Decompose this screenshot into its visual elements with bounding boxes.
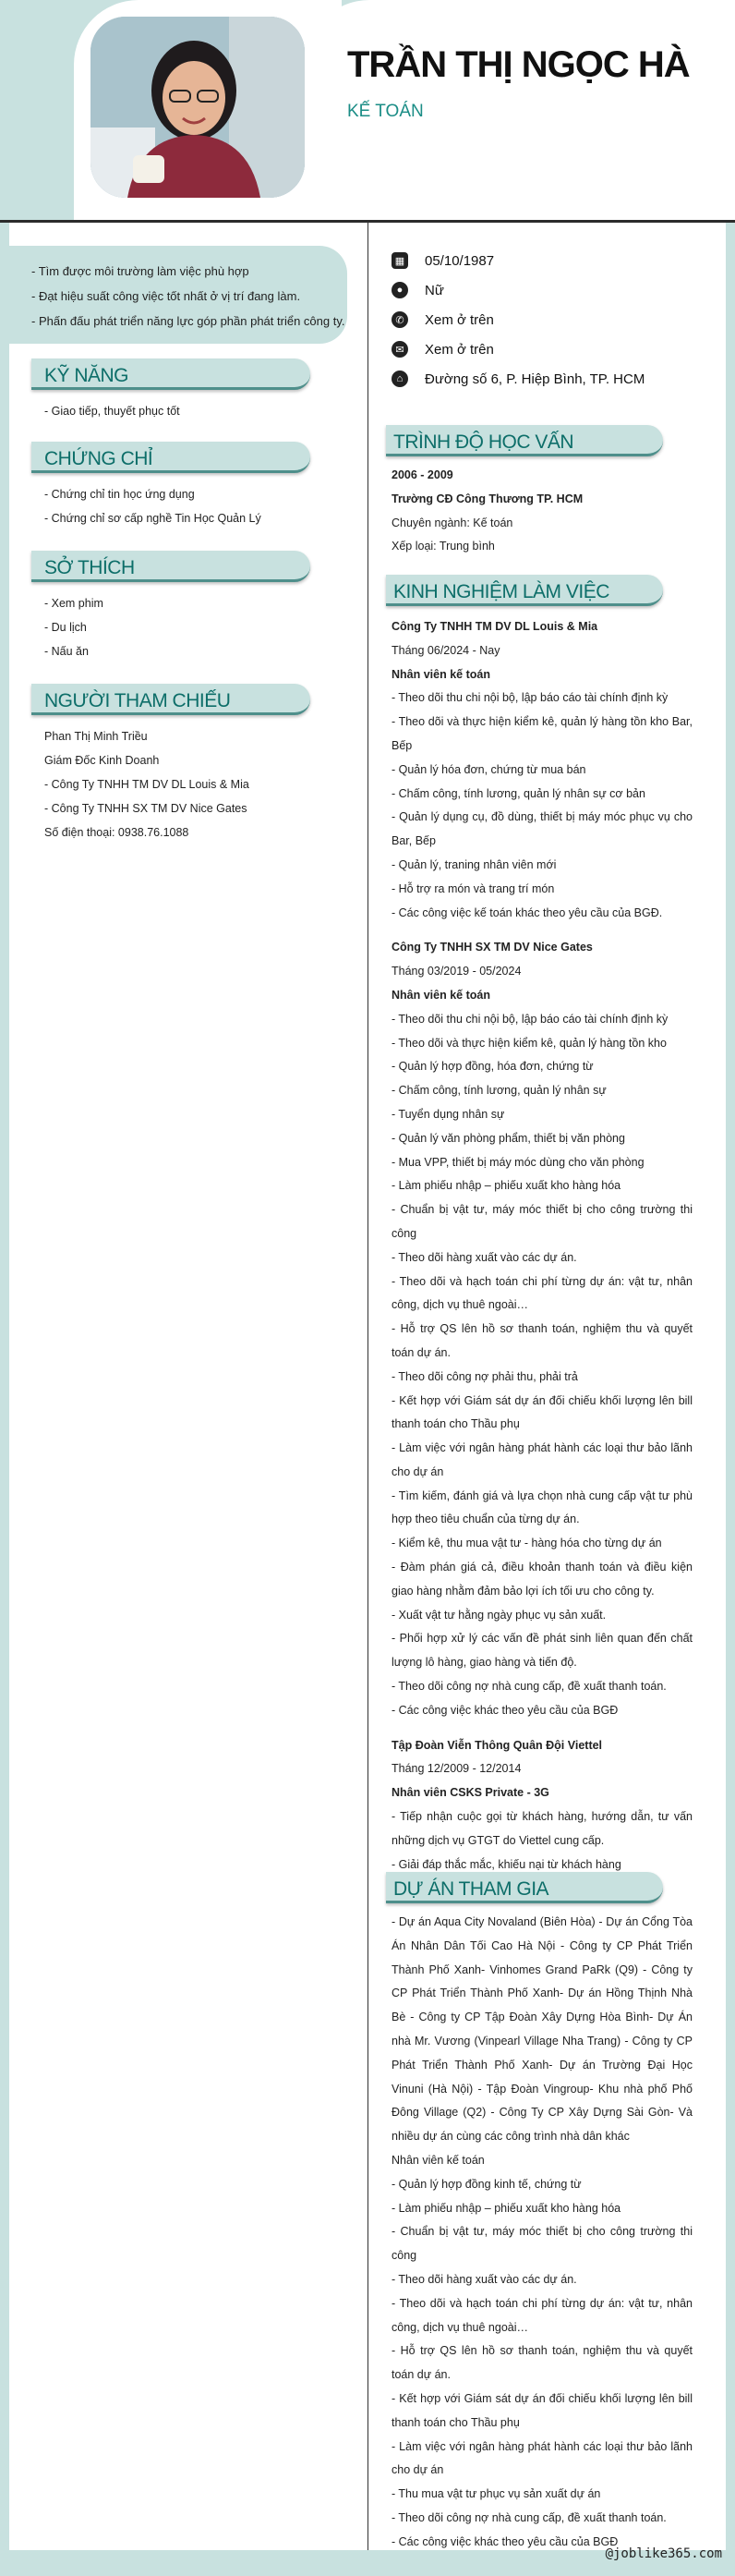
home-icon: ⌂ — [392, 371, 408, 387]
contact-info — [392, 246, 696, 394]
reference-item: Số điện thoại: 0938.76.1088 — [44, 826, 189, 839]
job-duty: - Kết hợp với Giám sát dự án đối chiếu khối lượng lên bill thanh toán cho Thầu phụ — [392, 1393, 693, 1431]
job-duty: - Giải đáp thắc mắc, khiếu nại từ khách hàng — [392, 1857, 621, 1871]
watermark: @joblike365.com — [605, 2546, 722, 2561]
job-duty: - Làm phiếu nhập – phiếu xuất kho hàng hóa — [392, 1179, 621, 1193]
job-duty: - Các công việc kế toán khác theo yêu cầu của BGĐ. — [392, 905, 663, 919]
project-duty: - Làm việc với ngân hàng phát hành các loại thư bảo lãnh cho dự án — [392, 2439, 693, 2477]
job-duty: - Xuất vật tư hằng ngày phục vụ sản xuất. — [392, 1608, 607, 1622]
gender-row: ● Nữ — [392, 275, 696, 305]
project-duty: - Chuẩn bị vật tư, máy móc thiết bị cho công trường thi công — [392, 2225, 693, 2263]
project-position: Nhân viên kế toán — [392, 2153, 485, 2167]
project-duty: - Làm phiếu nhập – phiếu xuất kho hàng hóa — [392, 2201, 621, 2215]
job-position: Nhân viên CSKS Private - 3G — [392, 1786, 549, 1800]
job-period: Tháng 06/2024 - Nay — [392, 643, 500, 657]
birthday-row: ▦ 05/10/1987 — [392, 246, 696, 275]
job-position: Nhân viên kế toán — [392, 988, 490, 1002]
certificates-section — [31, 442, 310, 530]
job-duty: - Theo dõi hàng xuất vào các dự án. — [392, 1250, 577, 1264]
reference-item: Phan Thị Minh Triều — [44, 730, 148, 743]
education-heading: TRÌNH ĐỘ HỌC VẤN — [386, 425, 663, 456]
certificate-item: - Chứng chỉ tin học ứng dụng — [44, 488, 195, 501]
phone-row: ✆ Xem ở trên — [392, 305, 696, 334]
job-period: Tháng 03/2019 - 05/2024 — [392, 965, 522, 978]
job-duty: - Chấm công, tính lương, quản lý nhân sự cơ bản — [392, 786, 645, 800]
education-period: 2006 - 2009 — [392, 468, 453, 481]
job-duty: - Quản lý dụng cụ, đồ dùng, thiết bị máy móc phục vụ cho Bar, Bếp — [392, 810, 693, 848]
job-duty: - Theo dõi và thực hiện kiểm kê, quản lý hàng tồn kho Bar, Bếp — [392, 715, 693, 752]
job-duty: - Theo dõi công nợ nhà cung cấp, đề xuất thanh toán. — [392, 1680, 667, 1694]
profile-photo — [90, 17, 305, 198]
objective-line: - Tìm được môi trường làm việc phù hợp — [31, 264, 249, 278]
job-company: Công Ty TNHH SX TM DV Nice Gates — [392, 941, 593, 954]
section-heading: SỞ THÍCH — [31, 551, 310, 582]
job-duty: - Tiếp nhận cuộc gọi từ khách hàng, hướng dẫn, tư vấn những dịch vụ GTGT do Viettel cung cấp. — [392, 1810, 693, 1847]
education-major: Chuyên ngành: Kế toán — [392, 516, 513, 529]
candidate-name: TRẦN THỊ NGỌC HÀ — [347, 44, 690, 85]
certificate-item: - Chứng chỉ sơ cấp nghề Tin Học Quản Lý — [44, 512, 261, 525]
objective-line: - Phấn đấu phát triển năng lực góp phần phát triển công ty. — [31, 314, 345, 328]
section-heading: KỸ NĂNG — [31, 358, 310, 390]
job-duty: - Hỗ trợ QS lên hồ sơ thanh toán, nghiệm thu và quyết toán dự án. — [392, 1322, 693, 1359]
projects-heading: DỰ ÁN THAM GIA — [386, 1872, 663, 1903]
email-icon: ✉ — [392, 341, 408, 358]
job-duty: - Các công việc khác theo yêu cầu của BGĐ — [392, 1703, 619, 1717]
education-section — [392, 464, 693, 559]
project-duty: - Hỗ trợ QS lên hồ sơ thanh toán, nghiệm thu và quyết toán dự án. — [392, 2344, 693, 2382]
experience-section — [392, 615, 693, 1877]
address-row: ⌂ Đường số 6, P. Hiệp Bình, TP. HCM — [392, 364, 696, 394]
job-duty: - Theo dõi và hạch toán chi phí từng dự án: vật tư, nhân công, dịch vụ thuê ngoài… — [392, 1274, 693, 1312]
skill-item: - Giao tiếp, thuyết phục tốt — [44, 405, 180, 418]
job-duty: - Đàm phán giá cả, điều khoản thanh toán và điều kiện giao hàng nhằm đảm bảo lợi ích tối ưu cho công ty. — [392, 1561, 693, 1598]
person-icon: ● — [392, 282, 408, 298]
job-duty: - Quản lý văn phòng phẩm, thiết bị văn phòng — [392, 1131, 625, 1145]
job-duty: - Tìm kiếm, đánh giá và lựa chọn nhà cung cấp vật tư phù hợp theo tiêu chuẩn của từng dự án. — [392, 1488, 693, 1526]
job-period: Tháng 12/2009 - 12/2014 — [392, 1762, 522, 1776]
reference-item: Giám Đốc Kinh Doanh — [44, 754, 160, 767]
header — [0, 0, 735, 222]
project-duty: - Theo dõi công nợ nhà cung cấp, đề xuất thanh toán. — [392, 2510, 667, 2524]
skills-section — [31, 358, 310, 423]
job-company: Công Ty TNHH TM DV DL Louis & Mia — [392, 620, 598, 633]
hobby-item: - Nấu ăn — [44, 645, 89, 658]
project-duty: - Các công việc khác theo yêu cầu của BGĐ — [392, 2534, 619, 2548]
job-duty: - Mua VPP, thiết bị máy móc dùng cho văn phòng — [392, 1155, 645, 1169]
reference-item: - Công Ty TNHH SX TM DV Nice Gates — [44, 802, 247, 815]
hobby-item: - Du lịch — [44, 621, 87, 634]
project-duty: - Theo dõi và hạch toán chi phí từng dự án: vật tư, nhân công, dịch vụ thuê ngoài… — [392, 2296, 693, 2334]
job-duty: - Phối hợp xử lý các vấn đề phát sinh liên quan đến chất lượng lô hàng, giao hàng và tiến độ. — [392, 1632, 693, 1670]
project-list: - Dự án Aqua City Novaland (Biên Hòa) - Dự án Cổng Tòa Án Nhân Dân Tối Cao Hà Nội - Công ty CP Phát Triển Thành Phố Xanh- Vinhomes Grand PaRk (Q9) - Công ty CP Phát Triển Thành Phố Xanh- Dự án Hồng Thịnh Nhà Bè - Công ty CP Tập Đoàn Xây Dựng Hòa Bình- Dự Án nhà Mr. Vương (Vinpearl Village Nha Trang) - Công ty CP Phát Triển Thành Phố Xanh- Dự án Trường Đại Học Vinuni (Hà Nội) - Tập Đoàn Vingroup- Khu nhà phố Phố Đông Village (Q2) - Công Ty CP Xây Dựng Sài Gòn- Và nhiều dự án cùng các công trình nhà dân khác — [392, 1915, 693, 2144]
experience-heading: KINH NGHIỆM LÀM VIỆC — [386, 575, 663, 606]
job-duty: - Theo dõi thu chi nội bộ, lập báo cáo tài chính định kỳ — [392, 1012, 669, 1026]
project-duty: - Kết hợp với Giám sát dự án đối chiếu khối lượng lên bill thanh toán cho Thầu phụ — [392, 2391, 693, 2429]
job-duty: - Quản lý hóa đơn, chứng từ mua bán — [392, 762, 586, 776]
job-position: Nhân viên kế toán — [392, 667, 490, 681]
section-heading: NGƯỜI THAM CHIẾU — [31, 684, 310, 715]
project-duty: - Quản lý hợp đồng kinh tế, chứng từ — [392, 2177, 582, 2191]
references-section — [31, 684, 310, 844]
hobbies-section — [31, 551, 310, 663]
job-duty: - Tuyển dụng nhân sự — [392, 1107, 505, 1121]
section-heading: CHỨNG CHỈ — [31, 442, 310, 473]
phone-icon: ✆ — [392, 311, 408, 328]
job-duty: - Quản lý hợp đồng, hóa đơn, chứng từ — [392, 1060, 594, 1074]
job-duty: - Quản lý, traning nhân viên mới — [392, 857, 557, 871]
project-duty: - Thu mua vật tư phục vụ sản xuất dự án — [392, 2487, 601, 2501]
job-duty: - Chuẩn bị vật tư, máy móc thiết bị cho công trường thi công — [392, 1203, 693, 1240]
projects-section — [392, 1911, 693, 2555]
reference-item: - Công Ty TNHH TM DV DL Louis & Mia — [44, 778, 249, 791]
candidate-title: KẾ TOÁN — [347, 102, 424, 121]
hobby-item: - Xem phim — [44, 597, 103, 610]
email-row: ✉ Xem ở trên — [392, 334, 696, 364]
calendar-icon: ▦ — [392, 252, 408, 269]
job-duty: - Làm việc với ngân hàng phát hành các loại thư bảo lãnh cho dự án — [392, 1441, 693, 1478]
job-duty: - Hỗ trợ ra món và trang trí món — [392, 881, 555, 895]
job-duty: - Theo dõi và thực hiện kiểm kê, quản lý hàng tồn kho — [392, 1036, 667, 1050]
project-duty: - Theo dõi hàng xuất vào các dự án. — [392, 2272, 577, 2286]
job-duty: - Theo dõi thu chi nội bộ, lập báo cáo tài chính định kỳ — [392, 691, 669, 705]
job-duty: - Chấm công, tính lương, quản lý nhân sự — [392, 1084, 607, 1098]
job-duty: - Theo dõi công nợ phải thu, phải trả — [392, 1369, 578, 1383]
education-school: Trường CĐ Công Thương TP. HCM — [392, 492, 584, 505]
job-company: Tập Đoàn Viễn Thông Quân Đội Viettel — [392, 1738, 603, 1752]
job-duty: - Kiểm kê, thu mua vật tư - hàng hóa cho từng dự án — [392, 1537, 662, 1550]
career-objective — [0, 246, 347, 344]
education-rank: Xếp loại: Trung bình — [392, 540, 495, 553]
objective-line: - Đạt hiệu suất công việc tốt nhất ở vị trí đang làm. — [31, 289, 301, 303]
